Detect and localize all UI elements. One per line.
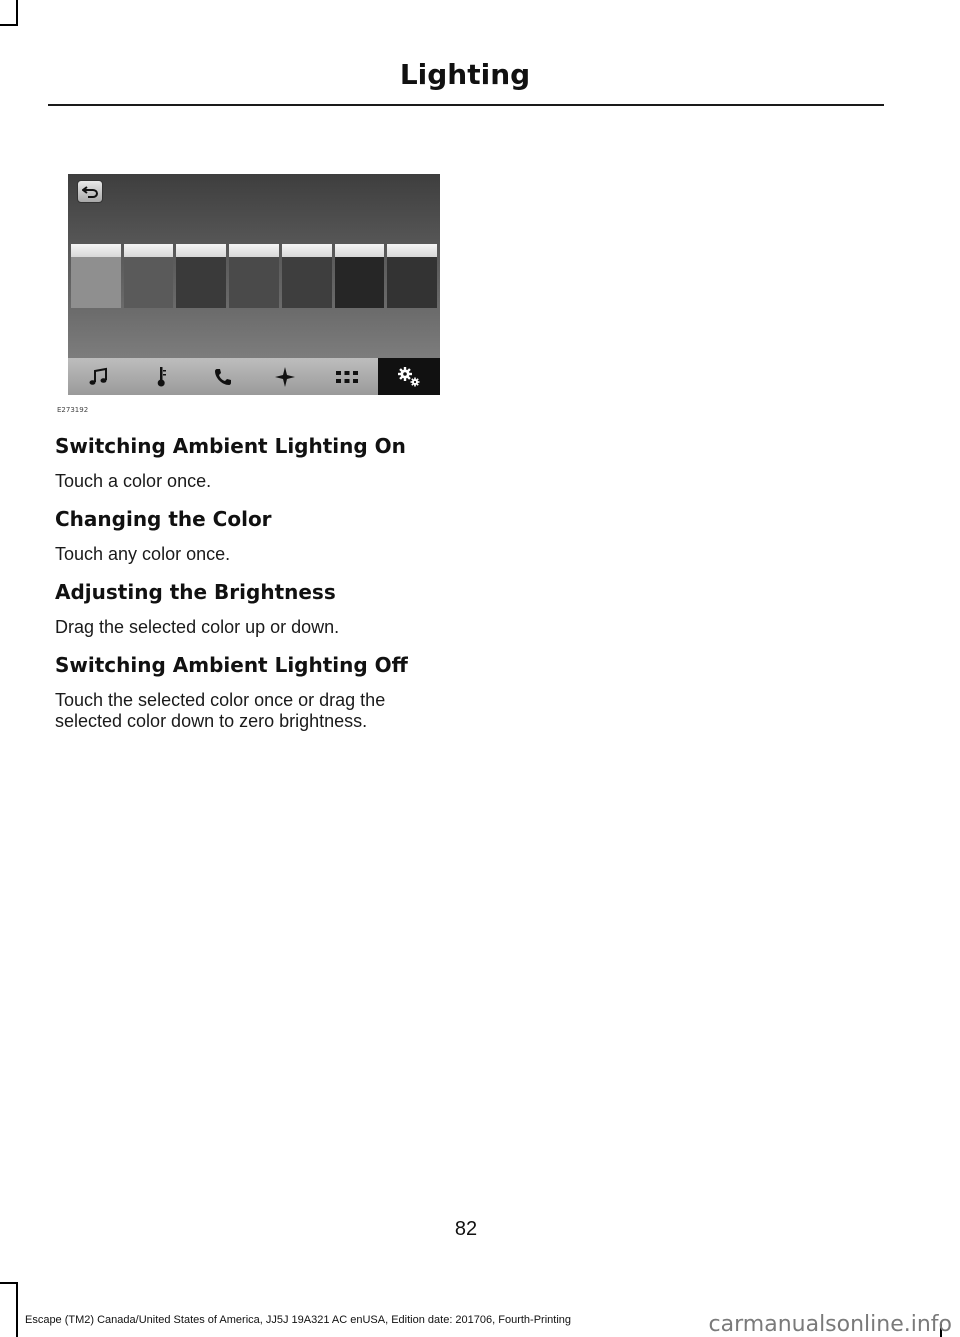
color-swatch-1[interactable] [71, 244, 121, 308]
color-swatch-7[interactable] [387, 244, 437, 308]
color-swatch-3[interactable] [176, 244, 226, 308]
apps-icon [335, 370, 359, 384]
section-text: Touch a color once. [55, 471, 212, 491]
dock-navigation-button[interactable] [254, 358, 316, 395]
phone-icon [213, 367, 233, 387]
color-swatch-4[interactable] [229, 244, 279, 308]
dock-phone-button[interactable] [192, 358, 254, 395]
ambient-lighting-screen [68, 174, 440, 395]
section-heading: Switching Ambient Lighting On [55, 434, 406, 458]
back-button[interactable] [77, 180, 103, 203]
footer-edition-info: Escape (TM2) Canada/United States of America, JJ5J 19A321 AC enUSA, Edition date: 201706, Fourth-Printing [24, 1314, 572, 1326]
back-arrow-icon [82, 186, 98, 198]
dock-apps-button[interactable] [316, 358, 378, 395]
bottom-dock [68, 358, 440, 395]
dock-audio-button[interactable] [68, 358, 130, 395]
section-heading: Changing the Color [55, 507, 272, 531]
dock-settings-button[interactable] [378, 358, 440, 395]
color-swatch-5[interactable] [282, 244, 332, 308]
color-swatches [71, 244, 437, 308]
thermometer-icon [155, 366, 167, 388]
music-icon [88, 367, 110, 387]
crop-mark-top-left-v [16, 0, 18, 26]
settings-icon [396, 366, 422, 388]
section-text: Touch the selected color once or drag the selected color down to zero brightness. [55, 690, 386, 731]
section-heading: Switching Ambient Lighting Off [55, 653, 408, 677]
figure-code: E273192 [57, 406, 89, 414]
section-heading: Adjusting the Brightness [55, 580, 336, 604]
page-title: Lighting [399, 58, 531, 91]
body-text [55, 433, 455, 732]
navigation-icon [274, 366, 296, 388]
color-swatch-6[interactable] [335, 244, 385, 308]
color-swatch-2[interactable] [124, 244, 174, 308]
crop-mark-bottom-left-h [0, 1282, 18, 1284]
section-text: Touch any color once. [55, 544, 231, 564]
title-rule [48, 104, 884, 106]
page-number: 82 [454, 1218, 478, 1240]
crop-mark-bottom-left-v [16, 1282, 18, 1337]
watermark: carmanualsonline.info [708, 1312, 952, 1337]
dock-climate-button[interactable] [130, 358, 192, 395]
crop-mark-top-left-h [0, 24, 18, 26]
section-text: Drag the selected color up or down. [55, 617, 340, 637]
